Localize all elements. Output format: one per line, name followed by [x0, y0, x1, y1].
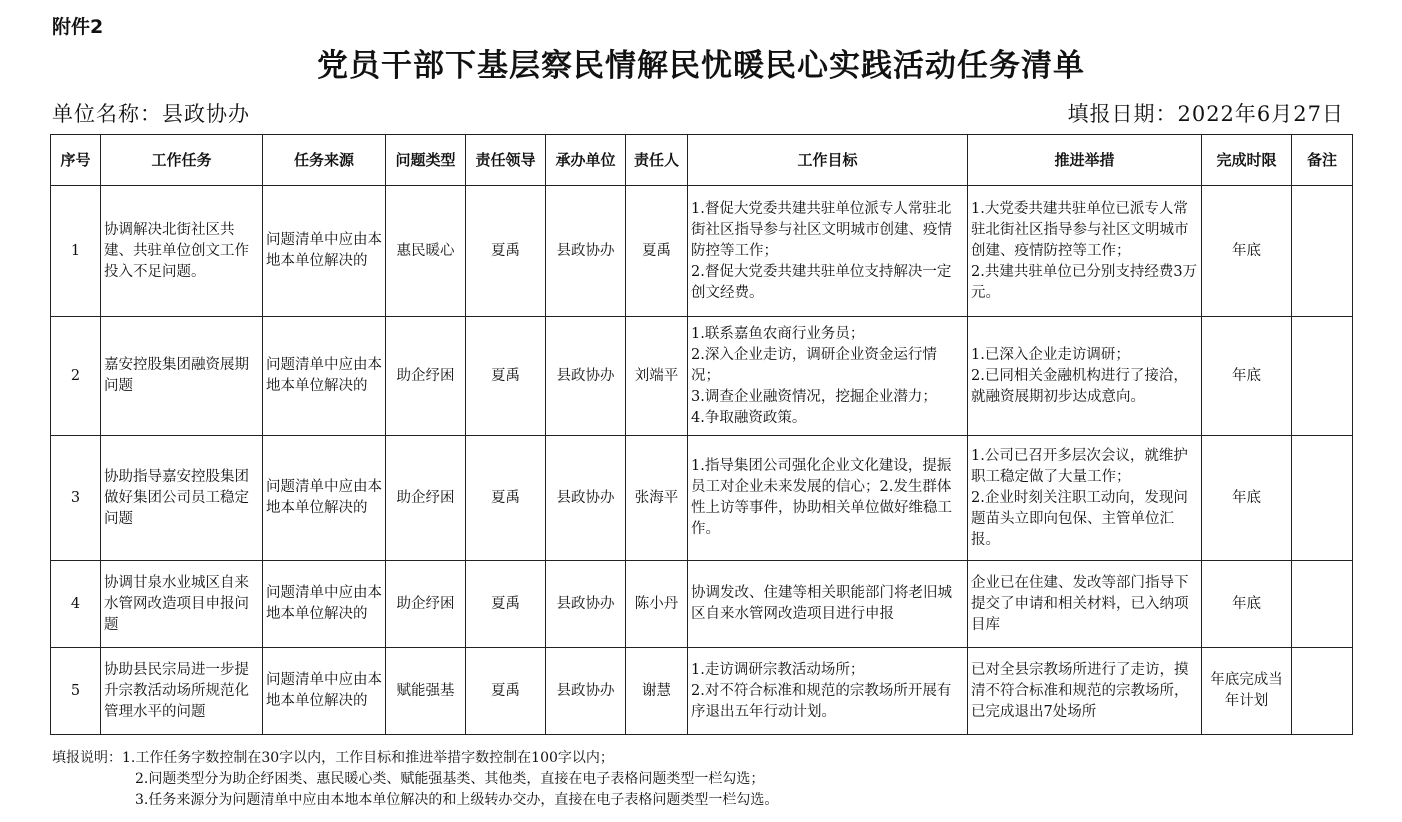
cell-goal: 1.联系嘉鱼农商行业务员； 2.深入企业走访，调研企业资金运行情况； 3.调查企业融资情况，挖掘企业潜力； 4.争取融资政策。 [688, 317, 968, 436]
cell-leader: 夏禹 [466, 186, 546, 317]
cell-goal: 1.走访调研宗教活动场所； 2.对不符合标准和规范的宗教场所开展有序退出五年行动计划。 [688, 648, 968, 735]
cell-no: 5 [51, 648, 101, 735]
table-header-row [51, 135, 1353, 186]
cell-source: 问题清单中应由本地本单位解决的 [263, 561, 386, 648]
fill-date: 填报日期：2022年6月27日 [1067, 102, 1344, 126]
table-row [51, 317, 1353, 436]
table-row [51, 648, 1353, 735]
cell-person: 陈小丹 [626, 561, 688, 648]
cell-leader: 夏禹 [466, 561, 546, 648]
cell-no: 4 [51, 561, 101, 648]
cell-measures: 1.大党委共建共驻单位已派专人常驻北街社区指导参与社区文明城市创建、疫情防控等工作； 2.共建共驻单位已分别支持经费3万元。 [968, 186, 1202, 317]
table-row [51, 186, 1353, 317]
cell-source: 问题清单中应由本地本单位解决的 [263, 648, 386, 735]
cell-task: 协助县民宗局进一步提升宗教活动场所规范化管理水平的问题 [101, 648, 263, 735]
cell-task: 协助指导嘉安控股集团做好集团公司员工稳定问题 [101, 436, 263, 561]
cell-type: 助企纾困 [386, 317, 466, 436]
cell-task: 嘉安控股集团融资展期问题 [101, 317, 263, 436]
header-deadline: 完成时限 [1202, 135, 1292, 186]
cell-measures: 1.公司已召开多层次会议，就维护职工稳定做了大量工作； 2.企业时刻关注职工动向，发现问题苗头立即向包保、主管单位汇报。 [968, 436, 1202, 561]
header-no: 序号 [51, 135, 101, 186]
cell-note [1292, 436, 1353, 561]
note-line: 填报说明：1.工作任务字数控制在30字以内，工作目标和推进举措字数控制在100字以内； [52, 750, 614, 766]
header-task: 工作任务 [101, 135, 263, 186]
annex-label: 附件2 [52, 16, 104, 38]
header-source: 任务来源 [263, 135, 386, 186]
cell-deadline: 年底 [1202, 561, 1292, 648]
cell-type: 助企纾困 [386, 436, 466, 561]
cell-leader: 夏禹 [466, 648, 546, 735]
header-goal: 工作目标 [688, 135, 968, 186]
cell-source: 问题清单中应由本地本单位解决的 [263, 186, 386, 317]
cell-deadline: 年底 [1202, 317, 1292, 436]
task-list-table [50, 134, 1353, 735]
cell-note [1292, 561, 1353, 648]
cell-unit: 县政协办 [546, 436, 626, 561]
document-title: 党员干部下基层察民情解民忧暖民心实践活动任务清单 [317, 48, 1085, 84]
header-type: 问题类型 [386, 135, 466, 186]
cell-goal: 1.督促大党委共建共驻单位派专人常驻北街社区指导参与社区文明城市创建、疫情防控等工作； 2.督促大党委共建共驻单位支持解决一定创文经费。 [688, 186, 968, 317]
table-row [51, 561, 1353, 648]
note-line: 2.问题类型分为助企纾困类、惠民暖心类、赋能强基类、其他类，直接在电子表格问题类型一栏勾选； [135, 771, 765, 787]
cell-deadline: 年底完成当年计划 [1202, 648, 1292, 735]
note-line: 3.任务来源分为问题清单中应由本地本单位解决的和上级转办交办，直接在电子表格问题类型一栏勾选。 [135, 792, 779, 808]
cell-goal: 1.指导集团公司强化企业文化建设，提振员工对企业未来发展的信心；2.发生群体性上访等事件，协助相关单位做好维稳工作。 [688, 436, 968, 561]
table-row [51, 436, 1353, 561]
cell-source: 问题清单中应由本地本单位解决的 [263, 317, 386, 436]
cell-goal: 协调发改、住建等相关职能部门将老旧城区自来水管网改造项目进行申报 [688, 561, 968, 648]
cell-note [1292, 186, 1353, 317]
cell-unit: 县政协办 [546, 317, 626, 436]
filling-instructions [52, 748, 778, 811]
cell-note [1292, 648, 1353, 735]
cell-measures: 1.已深入企业走访调研； 2.已同相关金融机构进行了接洽，就融资展期初步达成意向。 [968, 317, 1202, 436]
cell-measures: 已对全县宗教场所进行了走访，摸清不符合标准和规范的宗教场所，已完成退出7处场所 [968, 648, 1202, 735]
cell-no: 1 [51, 186, 101, 317]
header-measures: 推进举措 [968, 135, 1202, 186]
cell-person: 夏禹 [626, 186, 688, 317]
cell-no: 2 [51, 317, 101, 436]
unit-name: 单位名称：县政协办 [52, 102, 250, 126]
cell-no: 3 [51, 436, 101, 561]
header-note: 备注 [1292, 135, 1353, 186]
cell-unit: 县政协办 [546, 186, 626, 317]
header-person: 责任人 [626, 135, 688, 186]
header-leader: 责任领导 [466, 135, 546, 186]
cell-type: 赋能强基 [386, 648, 466, 735]
cell-unit: 县政协办 [546, 561, 626, 648]
cell-type: 惠民暖心 [386, 186, 466, 317]
cell-leader: 夏禹 [466, 436, 546, 561]
cell-task: 协调甘泉水业城区自来水管网改造项目申报问题 [101, 561, 263, 648]
cell-note [1292, 317, 1353, 436]
cell-person: 刘端平 [626, 317, 688, 436]
cell-deadline: 年底 [1202, 436, 1292, 561]
cell-leader: 夏禹 [466, 317, 546, 436]
cell-measures: 企业已在住建、发改等部门指导下提交了申请和相关材料，已入纳项目库 [968, 561, 1202, 648]
cell-task: 协调解决北街社区共建、共驻单位创文工作投入不足问题。 [101, 186, 263, 317]
cell-type: 助企纾困 [386, 561, 466, 648]
cell-deadline: 年底 [1202, 186, 1292, 317]
cell-source: 问题清单中应由本地本单位解决的 [263, 436, 386, 561]
header-unit: 承办单位 [546, 135, 626, 186]
cell-unit: 县政协办 [546, 648, 626, 735]
cell-person: 张海平 [626, 436, 688, 561]
cell-person: 谢慧 [626, 648, 688, 735]
